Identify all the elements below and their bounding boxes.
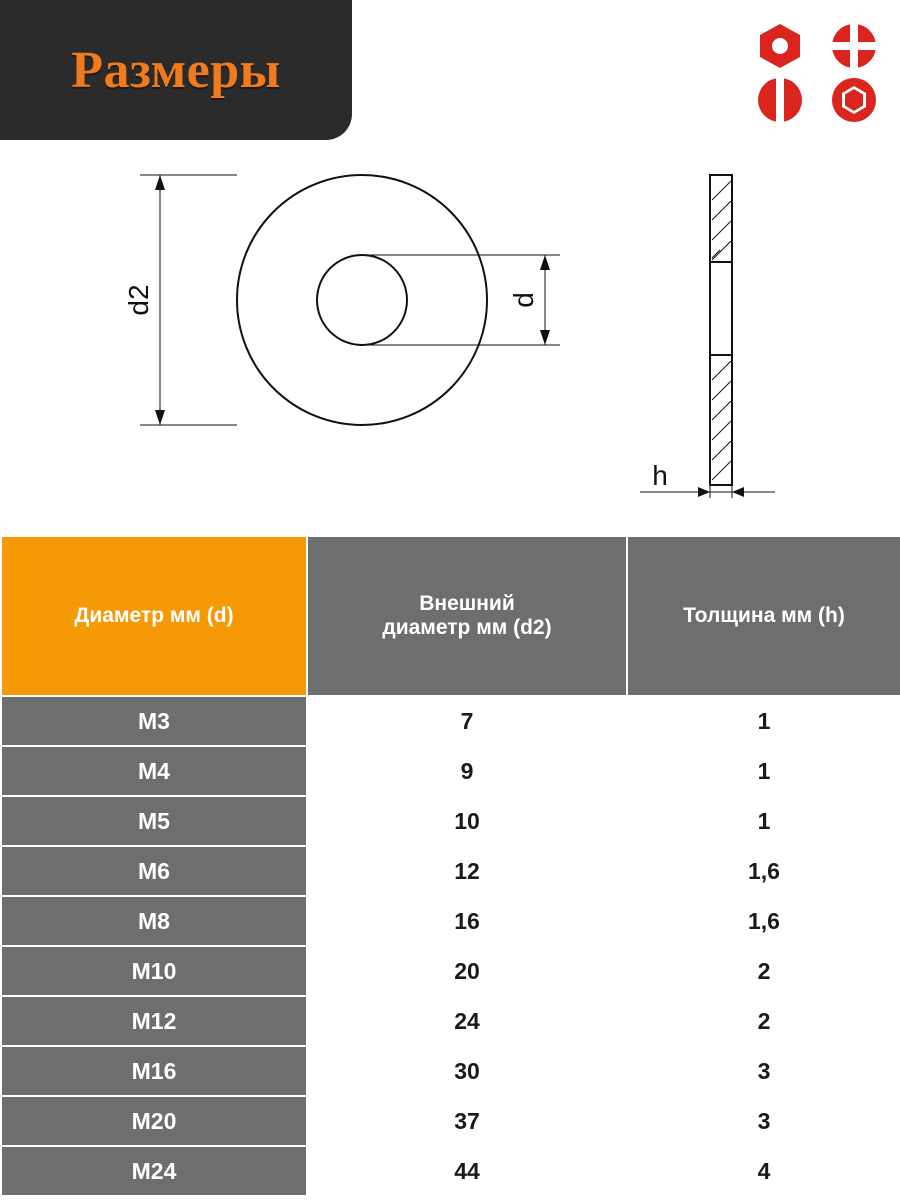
cell-thickness: 1,6 [627,846,900,896]
washer-inner-circle [317,255,407,345]
label-d2: d2 [123,284,154,316]
cell-thickness: 1 [627,796,900,846]
washer-outer-circle [237,175,487,425]
table-row [1,846,900,896]
column-header-thickness-line1: Толщина мм (h) [683,604,845,627]
cell-outer-diameter: 9 [307,746,627,796]
cell-outer-diameter: 16 [307,896,627,946]
table-row [1,696,900,746]
column-header-diameter-line1: Диаметр мм (d) [74,604,234,627]
fasteners-logo-icon [754,20,880,126]
cell-outer-diameter: 12 [307,846,627,896]
cell-thickness: 1 [627,746,900,796]
screw-slot-icon [758,76,802,124]
cell-diameter: M3 [1,696,307,746]
cell-diameter: M10 [1,946,307,996]
hex-nut-icon [760,24,800,68]
cell-diameter: M5 [1,796,307,846]
column-header-thickness [627,536,900,696]
table-header-row [1,536,900,696]
table-row [1,796,900,846]
cell-diameter: M16 [1,1046,307,1096]
column-header-outer-diameter-line2: диаметр мм (d2) [382,616,552,639]
cell-outer-diameter: 20 [307,946,627,996]
table-row [1,1096,900,1146]
cell-outer-diameter: 24 [307,996,627,1046]
label-d: d [508,292,539,308]
table-row [1,1146,900,1196]
column-header-diameter [1,536,307,696]
table-row [1,1046,900,1096]
specs-table [0,535,900,1197]
table-row [1,746,900,796]
label-h: h [652,460,668,491]
specs-table-wrapper [0,535,900,1197]
cell-diameter: M8 [1,896,307,946]
cell-diameter: M12 [1,996,307,1046]
cell-diameter: M20 [1,1096,307,1146]
column-header-outer-diameter-line1: Внешний [419,592,515,615]
header-banner [0,0,352,140]
table-row [1,896,900,946]
cell-thickness: 3 [627,1096,900,1146]
page-title: Размеры [71,41,281,99]
table-row [1,946,900,996]
cell-diameter: M4 [1,746,307,796]
cell-outer-diameter: 7 [307,696,627,746]
cell-thickness: 2 [627,996,900,1046]
technical-drawing [0,140,900,530]
cell-thickness: 1,6 [627,896,900,946]
table-row [1,996,900,1046]
cell-thickness: 2 [627,946,900,996]
cell-thickness: 1 [627,696,900,746]
cell-outer-diameter: 44 [307,1146,627,1196]
column-header-outer-diameter [307,536,627,696]
cell-outer-diameter: 37 [307,1096,627,1146]
bolt-head-cross-icon [830,22,878,70]
cell-thickness: 3 [627,1046,900,1096]
cell-outer-diameter: 30 [307,1046,627,1096]
cell-diameter: M6 [1,846,307,896]
cell-thickness: 4 [627,1146,900,1196]
cell-outer-diameter: 10 [307,796,627,846]
hex-bolt-icon [832,78,876,122]
cell-diameter: M24 [1,1146,307,1196]
